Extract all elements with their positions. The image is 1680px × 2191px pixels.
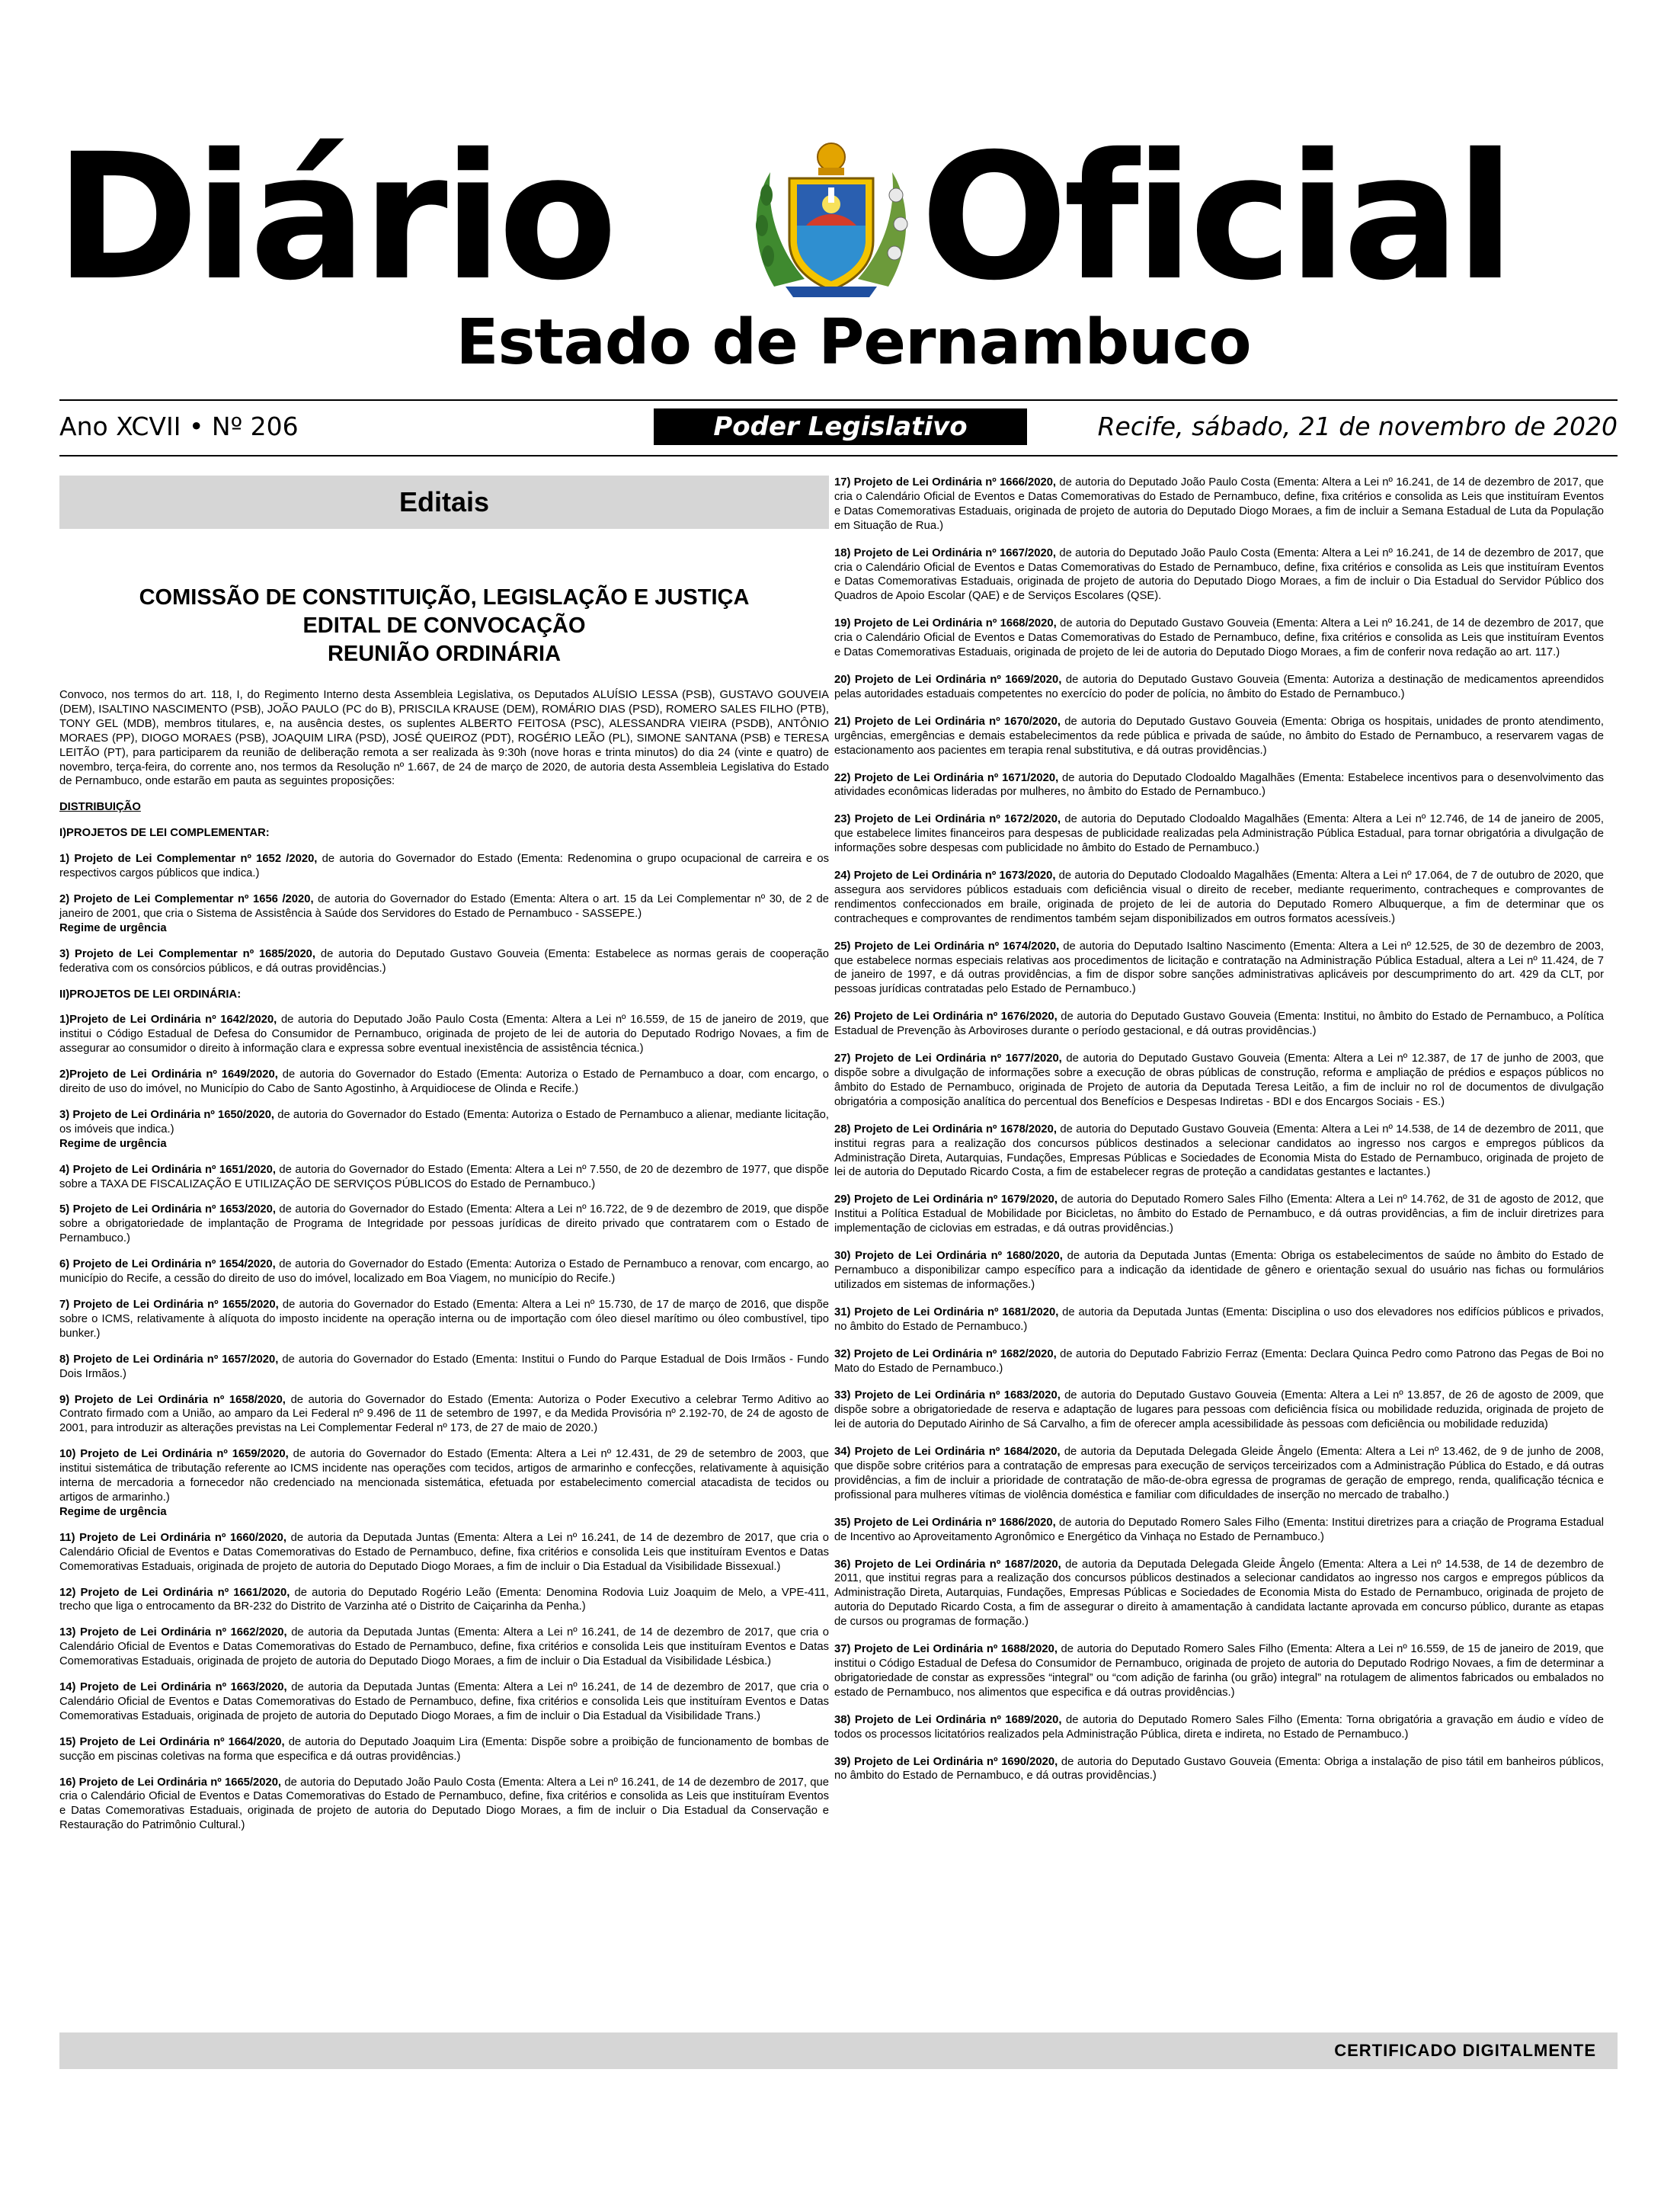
meeting-type: REUNIÃO ORDINÁRIA <box>327 642 562 666</box>
bill-summary: de autoria do Deputado Gustavo Gouveia (Ementa: Altera a Lei nº 14.538, de 14 de dezembro de 2011, que institui regras para a realização dos concursos públicos destinados a selecionar candidatos ao ingresso nos cargos e empregos públicos da Administração Direta, Autarquias, Fundações, Empresas Públicas e Sociedades de Economia Mista do Estado de Pernambuco, originada de projeto de lei de autoria do Deputado Ricardo Costa, a fim de estabelecer regras de proteção a candidatas gestantes e lactantes.) <box>834 1123 1604 1179</box>
commission-name: COMISSÃO DE CONSTITUIÇÃO, LEGISLAÇÃO E JUSTIÇA <box>139 585 750 610</box>
bill-item <box>834 771 1604 800</box>
bill-item <box>834 1713 1604 1742</box>
bill-summary: de autoria do Deputado Gustavo Gouveia (Ementa: Altera a Lei nº 16.241, de 14 de dezembro de 2017, que cria o Calendário Oficial de Eventos e Datas Comemorativas do Estado de Pernambuco, define, fixa critérios e consolida as Leis que instituíram Eventos e Datas Comemorativas Estaduais, originada de projeto de lei de autoria do Deputado Diogo Moraes, a fim de conferir nova redação ao art. 117.) <box>834 617 1604 659</box>
distribution-label: DISTRIBUIÇÃO <box>59 801 141 814</box>
top-rule <box>59 399 1618 401</box>
bill-summary: de autoria da Deputada Juntas (Ementa: Altera a Lei nº 16.241, de 14 de dezembro de 2017, que cria o Calendário Oficial de Eventos e Datas Comemorativas do Estado de Pernambuco, define, fixa critérios e consolida Leis que instituíram Eventos e Datas Comemorativas Estaduais, originada de projeto de autoria do Deputado Diogo Moraes, a fim de incluir o Dia Estadual da Visibilidade Trans.) <box>59 1681 829 1722</box>
bill-item <box>834 715 1604 758</box>
bill-title: 6) Projeto de Lei Ordinária nº 1654/2020, <box>59 1258 276 1271</box>
footer-bar <box>59 2032 1618 2069</box>
bill-item <box>834 673 1604 702</box>
bill-summary: de autoria do Governador do Estado (Ementa: Autoriza o Estado de Pernambuco a renovar, com encargo, ao município do Recife, a cessão do direito de uso do imóvel, localizado em Boa Viagem, no município do Recife.) <box>59 1258 829 1286</box>
branch-label: Poder Legislativo <box>654 408 1027 445</box>
bill-item <box>59 1163 829 1192</box>
bill-summary: de autoria do Deputado Romero Sales Filho (Ementa: Institui diretrizes para a criação de Programa Estadual de Incentivo ao Aproveitamento Agronômico e Energético da Vinhaça no Estado de Pernambuco.) <box>834 1516 1604 1543</box>
bill-item <box>59 1680 829 1724</box>
bill-item <box>834 1389 1604 1432</box>
bill-title: 37) Projeto de Lei Ordinária nº 1688/2020, <box>834 1643 1058 1656</box>
bill-summary: de autoria da Deputada Delegada Gleide Ângelo (Ementa: Altera a Lei nº 14.538, de 14 de dezembro de 2011, que institui regras para a realização dos concursos públicos destinados a selecionar candidatos ao ingresso nos cargos e empregos públicos da Administração Direta, Autarquias, Fundações, Empresas Públicas e Sociedades de Economia Mista do Estado de Pernambuco, originada de projeto de autoria do Deputado Ricardo Costa, a fim de assegurar o direito à amamentação à candidata lactante aprovada em concurso público, durante as etapas de cursos ou programas de formação.) <box>834 1558 1604 1629</box>
bill-summary: de autoria do Deputado Gustavo Gouveia (Ementa: Autoriza a destinação de medicamentos apreendidos pelas autoridades estaduais competentes no exercício do poder de polícia, no âmbito do Estado de Pernambuco.) <box>834 673 1604 700</box>
bill-title: 11) Projeto de Lei Ordinária nº 1660/2020, <box>59 1531 287 1544</box>
bill-summary: de autoria do Governador do Estado (Ementa: Altera a Lei nº 16.722, de 9 de dezembro de 2019, que dispõe sobre a obrigatoriedade de implantação de Programa de Integridade por pessoas jurídicas de direito privado que contratarem com o Estado de Pernambuco.) <box>59 1203 829 1245</box>
urgency-note: Regime de urgência <box>59 921 167 934</box>
bill-item <box>59 1353 829 1382</box>
bill-title: 16) Projeto de Lei Ordinária nº 1665/2020, <box>59 1776 282 1789</box>
bill-item <box>834 476 1604 533</box>
bottom-rule <box>59 455 1618 456</box>
bill-title: 1) Projeto de Lei Complementar nº 1652 /2020, <box>59 853 318 866</box>
bill-summary: de autoria do Deputado Gustavo Gouveia (Ementa: Altera a Lei nº 12.387, de 17 de junho de 2003, que dispõe sobre a divulgação de informações sobre a execução de obras públicas de construção, reforma e ampliação de prédios e espaços públicos no âmbito do Estado de Pernambuco, originada de Projeto de autoria da Deputada Teresa Leitão, a fim de incluir no rol de documentos de divulgação obrigatória a composição analítica do percentual dos Benefícios e Despesas Indiretas - BDI e dos Encargos Sociais - ES.) <box>834 1052 1604 1108</box>
bill-summary: de autoria do Deputado Gustavo Gouveia (Ementa: Institui, no âmbito do Estado de Pernambuco, a Política Estadual de Prevenção às Arboviroses durante o período gestacional, e dá outras providências.) <box>834 1011 1604 1038</box>
bill-summary: de autoria da Deputada Juntas (Ementa: Disciplina o uso dos elevadores nos edifícios públicos e privados, no âmbito do Estado de Pernambuco.) <box>834 1305 1604 1333</box>
bill-summary: de autoria do Governador do Estado (Ementa: Autoriza o Poder Executivo a celebrar Termo Aditivo ao Contrato firmado com a União, ao amparo da Lei Federal nº 9.496 de 11 de setembro de 1997, e da Medida Provisória nº 2.192-70, de 24 de agosto de 2001, para introduzir as alterações previstas na Lei Complementar Federal nº 173, de 27 de maio de 2020.) <box>59 1393 829 1435</box>
complementar-list <box>59 852 829 975</box>
certified-label: CERTIFICADO DIGITALMENTE <box>1334 2041 1596 2060</box>
bill-title: 23) Projeto de Lei Ordinária nº 1672/2020, <box>834 813 1061 826</box>
bill-item <box>834 1516 1604 1545</box>
ordinaria-heading: II)PROJETOS DE LEI ORDINÁRIA: <box>59 988 242 1001</box>
date-line: Recife, sábado, 21 de novembro de 2020 <box>1097 412 1618 441</box>
bill-summary: de autoria do Governador do Estado (Ementa: Altera o art. 15 da Lei Complementar nº 30, de 2 de janeiro de 2001, que cria o Sistema de Assistência à Saúde dos Servidores do Estado de Pernambuco - SASSEPE.) <box>59 892 830 920</box>
bill-item <box>59 852 829 881</box>
urgency-note: Regime de urgência <box>59 1505 167 1518</box>
edital-intro: Convoco, nos termos do art. 118, I, do Regimento Interno desta Assembleia Legislativa, os Deputados ALUÍSIO LESSA (PSB), GUSTAVO GOUVEIA (DEM), ISALTINO NASCIMENTO (PSB), JOÃO PAULO (PC do B), PRISCILA KRAUSE (DEM), ROMÁRIO DIAS (PSD), ROMERO SALES FILHO (PTB), TONY GEL (MDB), membros titulares, e, na ausência destes, os suplentes ALBERTO FEITOSA (PSC), ALESSANDRA VIEIRA (PSDB), ANTÔNIO MORAES (PP), DIOGO MORAES (PSB), JOAQUIM LIRA (PSD), JOSÉ QUEIROZ (PDT), ROGÉRIO LEÃO (PL), SIMONE SANTANA (PSB) e TERESA LEITÃO (PT), para participarem da reunião de deliberação remota a ser realizada às 9:30h (nove horas e trinta minutos) do dia 24 (vinte e quatro) de novembro, terça-feira, do corrente ano, nos termos da Resolução nº 1.667, de 24 de março de 2020, de autoria desta Assembleia Legislativa do Estado de Pernambuco, onde estarão em pauta as seguintes proposições: <box>59 689 829 788</box>
bill-item <box>59 1626 829 1669</box>
bill-item <box>834 1123 1604 1180</box>
bill-title: 31) Projeto de Lei Ordinária nº 1681/2020, <box>834 1305 1059 1318</box>
bill-item <box>834 1642 1604 1700</box>
bill-title: 19) Projeto de Lei Ordinária nº 1668/2020, <box>834 617 1057 630</box>
bill-summary: de autoria do Deputado Gustavo Gouveia (Ementa: Obriga a instalação de piso tátil em banheiros públicos, no âmbito do Estado de Pernambuco, e dá outras providências.) <box>834 1755 1604 1783</box>
ordinaria-list-right <box>834 476 1604 1783</box>
bill-item <box>59 1735 829 1764</box>
bill-title: 3) Projeto de Lei Complementar nº 1685/2020, <box>59 947 316 960</box>
bill-title: 22) Projeto de Lei Ordinária nº 1671/2020, <box>834 771 1059 784</box>
bill-item <box>834 1249 1604 1292</box>
bill-item <box>834 940 1604 998</box>
bill-title: 38) Projeto de Lei Ordinária nº 1689/2020, <box>834 1713 1062 1726</box>
bill-summary: de autoria do Deputado João Paulo Costa (Ementa: Altera a Lei nº 16.241, de 14 de dezembro de 2017, que cria o Calendário Oficial de Eventos e Datas Comemorativas do Estado de Pernambuco, define, fixa critérios e consolida as Leis que instituíram Eventos e Datas Comemorativas Estaduais, originada de projeto de autoria do Deputado Diogo Moraes, a fim de incluir a Semana Estadual de Luta da População em Situação de Rua.) <box>834 476 1604 532</box>
masthead-title <box>55 116 1621 319</box>
bill-summary: de autoria do Governador do Estado (Ementa: Altera a Lei nº 15.730, de 17 de março de 2016, que dispõe sobre o ICMS, relativamente à alíquota do imposto incidente na operação interna ou de importação com óleo diesel marítimo ou óleo combustível, tipo bunker.) <box>59 1299 829 1340</box>
bill-summary: de autoria da Deputada Juntas (Ementa: Obriga os estabelecimentos de saúde no âmbito do Estado de Pernambuco a disponibilizar campo específico para a indicação da identidade de gênero e orientação sexual do usuário nas fichas ou formulários utilizados em sistemas de informações.) <box>834 1250 1604 1291</box>
edital-heading <box>59 584 829 668</box>
bill-item <box>59 1586 829 1615</box>
bill-item <box>834 812 1604 856</box>
complementar-heading: I)PROJETOS DE LEI COMPLEMENTAR: <box>59 827 270 840</box>
bill-summary: de autoria do Governador do Estado (Ementa: Institui o Fundo do Parque Estadual de Dois Irmãos - Fundo Dois Irmãos.) <box>59 1353 829 1380</box>
bill-item <box>59 1298 829 1341</box>
title-left: Diário <box>55 116 613 319</box>
bill-item <box>59 892 829 936</box>
bill-item <box>834 1558 1604 1630</box>
bill-item <box>834 1010 1604 1039</box>
bill-item <box>59 1013 829 1056</box>
ordinaria-list-left <box>59 1013 829 1833</box>
bill-summary: de autoria da Deputada Juntas (Ementa: Altera a Lei nº 16.241, de 14 de dezembro de 2017, que cria o Calendário Oficial de Eventos e Datas Comemorativas do Estado de Pernambuco, define, fixa critérios e consolida Leis que instituíram Eventos e Datas Comemorativas Estaduais, originada de projeto de autoria do Deputado Diogo Moraes, a fim de incluir o Dia Estadual da Visibilidade Lésbica.) <box>59 1626 829 1668</box>
urgency-note: Regime de urgência <box>59 1137 167 1150</box>
bill-summary: de autoria do Deputado Gustavo Gouveia (Ementa: Obriga os hospitais, unidades de pronto atendimento, urgências, emergências e demais estabelecimentos da rede pública e privada de saúde, no âmbito do Estado de Pernambuco, a reservarem vagas de estacionamento aos pacientes em terapia renal substitutiva, e dá outras providências.) <box>834 715 1604 757</box>
bill-item <box>59 1068 829 1097</box>
bill-title: 27) Projeto de Lei Ordinária nº 1677/2020, <box>834 1052 1062 1065</box>
bill-item <box>834 1347 1604 1376</box>
bill-title: 21) Projeto de Lei Ordinária nº 1670/2020, <box>834 715 1061 728</box>
bill-summary: de autoria do Deputado Gustavo Gouveia (Ementa: Altera a Lei nº 13.857, de 26 de agosto de 2009, que dispõe sobre a obrigatoriedade de reserva e adaptação de lugares para pessoas com deficiência física ou mobilidade reduzida, originada de projeto de lei de autoria do Deputado Airinho de Sá Carvalho, a fim de oferecer ampla acessibilidade às pessoas com deficiência ou mobilidade reduzida) <box>834 1389 1604 1431</box>
bill-summary: de autoria do Deputado Gustavo Gouveia (Ementa: Estabelece as normas gerais de cooperação federativa com os consórcios públicos, e dá outras providências.) <box>59 947 829 975</box>
bill-title: 1)Projeto de Lei Ordinária nº 1642/2020, <box>59 1014 277 1027</box>
edital-type: EDITAL DE CONVOCAÇÃO <box>302 613 586 638</box>
bill-item <box>834 1305 1604 1334</box>
bill-summary: de autoria do Deputado João Paulo Costa (Ementa: Altera a Lei nº 16.241, de 14 de dezembro de 2017, que cria o Calendário Oficial de Eventos e Datas Comemorativas do Estado de Pernambuco, define, fixa critérios e consolida as Leis que instituíram Eventos e Datas Comemorativas Estaduais, originada de projeto de autoria do Deputado Diogo Moraes, a fim de incluir o Dia Estadual da Conservação e Restauração do Patrimônio Cultural.) <box>59 1776 829 1832</box>
bill-title: 20) Projeto de Lei Ordinária nº 1669/2020, <box>834 673 1062 686</box>
bill-summary: de autoria do Governador do Estado (Ementa: Autoriza o Estado de Pernambuco a doar, com encargo, o direito de uso do imóvel, no Município do Cabo de Santo Agostinho, à Arquidiocese de Olinda e Recife.) <box>59 1068 829 1096</box>
bill-item <box>59 947 829 976</box>
bill-title: 33) Projeto de Lei Ordinária nº 1683/2020, <box>834 1389 1061 1402</box>
bill-title: 9) Projeto de Lei Ordinária nº 1658/2020, <box>59 1393 286 1406</box>
bill-title: 29) Projeto de Lei Ordinária nº 1679/2020, <box>834 1193 1058 1206</box>
bill-title: 14) Projeto de Lei Ordinária nº 1663/2020, <box>59 1681 287 1694</box>
left-column <box>59 476 829 1844</box>
state-subtitle: Estado de Pernambuco <box>456 306 1251 379</box>
bill-item <box>59 1776 829 1834</box>
bill-title: 5) Projeto de Lei Ordinária nº 1653/2020, <box>59 1203 276 1216</box>
bill-item <box>834 546 1604 604</box>
bill-item <box>834 617 1604 660</box>
bill-item <box>834 1755 1604 1784</box>
bill-item <box>59 1257 829 1286</box>
title-right: Oficial <box>920 116 1511 319</box>
bill-title: 26) Projeto de Lei Ordinária nº 1676/2020, <box>834 1011 1058 1023</box>
bill-summary: de autoria do Deputado Clodoaldo Magalhães (Ementa: Estabelece incentivos para o desenvolvimento das atividades econômicas lideradas por mulheres, no âmbito do Estado de Pernambuco.) <box>834 771 1604 799</box>
bill-title: 8) Projeto de Lei Ordinária nº 1657/2020, <box>59 1353 279 1366</box>
bill-item <box>59 1108 829 1152</box>
bill-summary: de autoria do Deputado Romero Sales Filho (Ementa: Altera a Lei nº 16.559, de 15 de janeiro de 2019, que institui o Código Estadual de Defesa do Consumidor de Pernambuco, originada de projeto de autoria do Deputado Rodrigo Novaes, a fim de determinar a obrigatoriedade de constar as expressões “integral” ou “com adição de farinha (ou grão) integral” na rotulagem de alimentos fabricados ou embalados no estado de Pernambuco, nos alimentos que especifica e dá outras providências.) <box>834 1643 1604 1699</box>
bill-summary: de autoria do Deputado Clodoaldo Magalhães (Ementa: Altera a Lei nº 12.746, de 14 de janeiro de 2005, que estabelece limites financeiros para despesas de publicidade realizadas pela Administração Pública Estadual, para tornar obrigatória a divulgação de informações sobre despesas com publicidade no âmbito do Estado de Pernambuco.) <box>834 813 1604 855</box>
bill-title: 15) Projeto de Lei Ordinária nº 1664/2020, <box>59 1735 285 1748</box>
bill-title: 12) Projeto de Lei Ordinária nº 1661/2020, <box>59 1586 290 1599</box>
bill-summary: de autoria do Deputado Clodoaldo Magalhães (Ementa: Altera a Lei nº 17.064, de 7 de outubro de 2020, que assegura aos servidores públicos estaduais com deficiência visual o direito de receber, mediante requerimento, contracheques e comprovantes de rendimentos confeccionados em braile, originada de projeto de lei de autoria do Deputado Romero Albuquerque, a fim de determinar que os contracheques e comprovantes de rendimentos também sejam disponibilizados em outros formatos acessíveis.) <box>834 870 1604 925</box>
bill-summary: de autoria do Deputado Romero Sales Filho (Ementa: Altera a Lei nº 14.762, de 31 de agosto de 2012, que Institui a Política Estadual de Mobilidade por Bicicletas, no âmbito do Estado de Pernambuco, e dá outras providências, a fim de incluir diretrizes para implementação de ciclovias em estradas, e dá outras providências.) <box>834 1193 1604 1235</box>
bill-title: 18) Projeto de Lei Ordinária nº 1667/2020, <box>834 546 1057 559</box>
bill-summary: de autoria da Deputada Juntas (Ementa: Altera a Lei nº 16.241, de 14 de dezembro de 2017, que cria o Calendário Oficial de Eventos e Datas Comemorativas do Estado de Pernambuco, define, fixa critérios e consolida Leis que instituíram Eventos e Datas Comemorativas Estaduais, originada de projeto de autoria do Deputado Diogo Moraes, a fim de incluir o Dia Estadual da Visibilidade Bissexual.) <box>59 1531 830 1573</box>
bill-item <box>59 1447 829 1520</box>
bill-title: 32) Projeto de Lei Ordinária nº 1682/2020, <box>834 1347 1057 1360</box>
bill-summary: de autoria do Deputado Rogério Leão (Ementa: Denomina Rodovia Luiz Joaquim de Melo, a VPE-411, trecho que liga o entrocamento da BR-232 do Distrito de Varzinha até o Distrito de Caiçarinha da Penha.) <box>59 1586 829 1613</box>
bill-title: 17) Projeto de Lei Ordinária nº 1666/2020, <box>834 476 1057 488</box>
bill-title: 4) Projeto de Lei Ordinária nº 1651/2020, <box>59 1163 276 1176</box>
pernambuco-coat-of-arms-icon <box>744 134 919 302</box>
bill-title: 30) Projeto de Lei Ordinária nº 1680/2020, <box>834 1250 1063 1263</box>
bill-summary: de autoria do Deputado João Paulo Costa (Ementa: Altera a Lei nº 16.559, de 15 de janeiro de 2019, que institui o Código Estadual de Defesa do Consumidor de Pernambuco, originada de projeto de lei de autoria do Deputado Rodrigo Novaes, a fim de assegurar ao consumidor o direito à informação clara e expressa sobre eventual inexistência de assistência técnica.) <box>59 1014 829 1055</box>
bill-title: 25) Projeto de Lei Ordinária nº 1674/2020, <box>834 940 1060 953</box>
bill-summary: de autoria do Deputado Fabrizio Ferraz (Ementa: Declara Quinca Pedro como Patrono das Pegas de Boi no Mato do Estado de Pernambuco.) <box>834 1347 1604 1375</box>
bill-summary: de autoria da Deputada Delegada Gleide Ângelo (Ementa: Altera a Lei nº 13.462, de 9 de junho de 2008, que dispõe sobre critérios para a contratação de empresas para execução de serviços terceirizados com a Administração Pública do Estado, e dá outras providências, a fim de incluir a prioridade de contratação de mão-de-obra egressa de programas de geração de emprego, renda, qualificação técnica e profissional para mulheres vítimas de violência doméstica e familiar com dificuldades de inserção no mercado de trabalho.) <box>834 1446 1604 1501</box>
bill-title: 10) Projeto de Lei Ordinária nº 1659/2020, <box>59 1448 289 1461</box>
bill-title: 2) Projeto de Lei Complementar nº 1656 /2020, <box>59 892 314 905</box>
bill-item <box>834 1052 1604 1110</box>
bill-title: 36) Projeto de Lei Ordinária nº 1687/2020, <box>834 1558 1061 1571</box>
bill-title: 7) Projeto de Lei Ordinária nº 1655/2020, <box>59 1299 279 1311</box>
bill-summary: de autoria do Deputado Isaltino Nascimento (Ementa: Altera a Lei nº 12.525, de 30 de dezembro de 2003, que estabelece normas especiais relativas aos procedimentos de licitação e contratação na Administração Pública Estadual, altera a Lei nº 11.424, de 7 de janeiro de 1997, e dá outras providências, a fim de dispor sobre sanções administrativas aplicáveis por descumprimento do art. 429 da CLT, por pessoas jurídicas contratadas pelo Estado de Pernambuco.) <box>834 940 1604 996</box>
bill-summary: de autoria do Deputado Joaquim Lira (Ementa: Dispõe sobre a proibição de funcionamento de bombas de sucção em piscinas coletivas na forma que especifica e dá outras providências.) <box>59 1735 829 1763</box>
bill-title: 3) Projeto de Lei Ordinária nº 1650/2020, <box>59 1108 275 1121</box>
bill-summary: de autoria do Governador do Estado (Ementa: Altera a Lei nº 12.431, de 29 de setembro de 2003, que institui sistemática de tributação referente ao ICMS incidente nas operações com tecidos, artigos de armarinho e confecções, relativamente à aquisição interna de mercadoria a fornecedor não credenciado na mencionada sistemática, efetuada por estabelecimento comercial atacadista de tecidos ou artigos de armarinho.) <box>59 1448 829 1504</box>
bill-item <box>59 1531 829 1574</box>
bill-summary: de autoria do Governador do Estado (Ementa: Redenomina o grupo ocupacional de carreira e os respectivos cargos públicos que indica.) <box>59 853 830 880</box>
bill-title: 35) Projeto de Lei Ordinária nº 1686/2020, <box>834 1516 1056 1529</box>
bill-title: 34) Projeto de Lei Ordinária nº 1684/2020, <box>834 1446 1061 1459</box>
bill-summary: de autoria do Governador do Estado (Ementa: Altera a Lei nº 7.550, de 20 de dezembro de 1977, que dispõe sobre a TAXA DE FISCALIZAÇÃO E UTILIZAÇÃO DE SERVIÇOS PÚBLICOS do Estado de Pernambuco.) <box>59 1163 829 1190</box>
section-title: Editais <box>59 476 829 529</box>
bill-item <box>834 869 1604 927</box>
bill-item <box>59 1203 829 1246</box>
bill-title: 28) Projeto de Lei Ordinária nº 1678/2020, <box>834 1123 1057 1136</box>
bill-summary: de autoria do Deputado Romero Sales Filho (Ementa: Torna obrigatória a gravação em áudio e vídeo de todos os processos licitatórios realizados pela Administração Pública, direta e indireta, no Estado de Pernambuco.) <box>834 1713 1604 1741</box>
issue-number: Ano XCVII • Nº 206 <box>59 412 299 441</box>
bill-item <box>834 1445 1604 1503</box>
bill-item <box>834 1193 1604 1236</box>
bill-summary: de autoria do Governador do Estado (Ementa: Autoriza o Estado de Pernambuco a alienar, mediante licitação, os imóveis que indica.) <box>59 1108 830 1136</box>
bill-item <box>59 1393 829 1437</box>
bill-title: 24) Projeto de Lei Ordinária nº 1673/2020, <box>834 870 1056 882</box>
bill-title: 39) Projeto de Lei Ordinária nº 1690/2020, <box>834 1755 1058 1768</box>
bill-title: 13) Projeto de Lei Ordinária nº 1662/2020, <box>59 1626 287 1639</box>
right-column <box>834 476 1604 1796</box>
bill-title: 2)Projeto de Lei Ordinária nº 1649/2020, <box>59 1068 278 1081</box>
bill-summary: de autoria do Deputado João Paulo Costa (Ementa: Altera a Lei nº 16.241, de 14 de dezembro de 2017, que cria o Calendário Oficial de Eventos e Datas Comemorativas do Estado de Pernambuco, define, fixa critérios e consolida as Leis que instituíram Eventos e Datas Comemorativas Estaduais, originada de projeto de autoria do Deputado Diogo Moraes, a fim de incluir o Dia Estadual do Servidor Público dos Quadros de Apoio Escolar (QAE) e de Serviços Escolares (QSE). <box>834 546 1604 603</box>
